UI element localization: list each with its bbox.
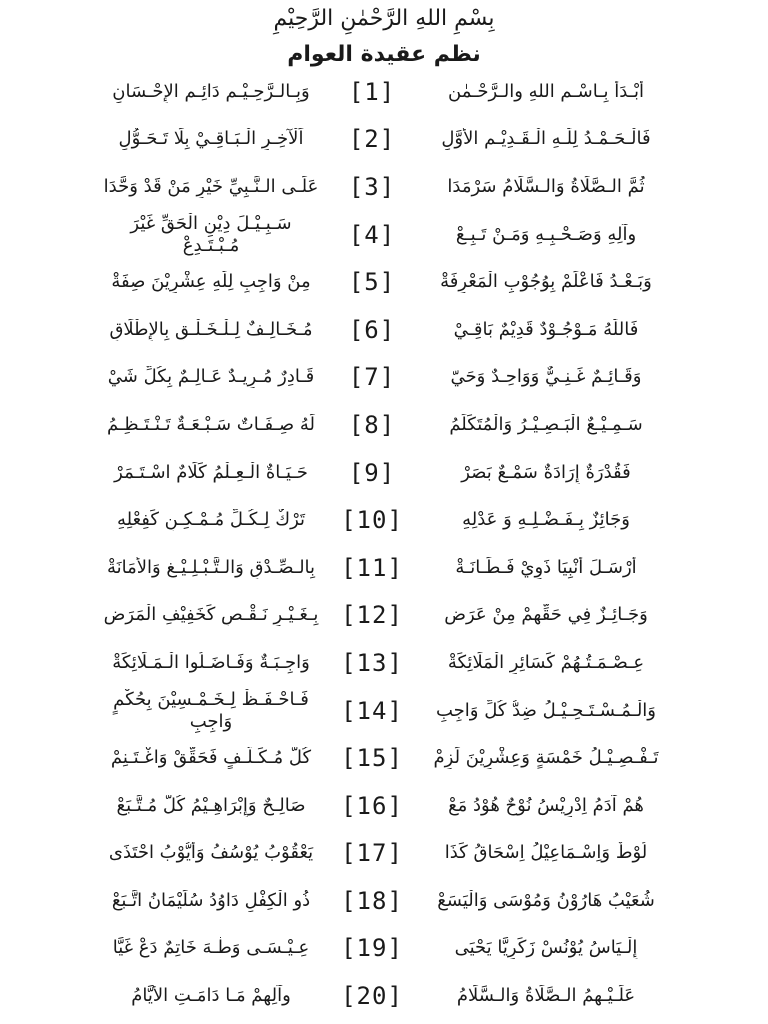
verse-number: [11] [341, 553, 403, 582]
verse-number: [3] [348, 172, 396, 201]
verse-row [100, 544, 670, 592]
verse-row [100, 211, 670, 259]
verse-number: [7] [348, 363, 396, 392]
verse-number: [4] [348, 220, 396, 249]
verse-number: [16] [341, 791, 403, 820]
verse-number: [20] [341, 982, 403, 1011]
verse-second-half: عِـيْـسَـى وَطٰـهَ خَاتِمٌ دَعْ غَيَّا [112, 937, 310, 959]
verse-number: [18] [341, 886, 403, 915]
verse-first-half: وَبَـعْـدُ فَاعْلَمْ بِوُجُوْبِ الْمَعْرِفَةْ [440, 271, 652, 293]
verse-second-half: صَالِـحٌ وَإِبْرَاهِـيْمُ كُلٌّ مُـتَّـبَعْ [116, 794, 306, 816]
verse-second-half: بِـغَـيْـرِ نَـقْـصٍ كَخَفِيْفِ الْمَرَضِ [103, 604, 319, 626]
verse-first-half: شُعَيْبُ هَارُوْنُ وَمُوْسَى وَالْيَسَعْ [437, 889, 655, 911]
verse-row [100, 116, 670, 164]
verse-second-half: فَـاحْـفَـظْ لِـخَـمْـسِيْنَ بِحُكْمٍ وَاجِبِ [113, 688, 309, 732]
verse-row [100, 354, 670, 402]
verse-first-half: لُوْطٌ وَاِسْـمَاعِيْلُ اِسْحَاقُ كَذَا [444, 842, 648, 864]
verse-number: [14] [341, 696, 403, 725]
verse-number: [5] [348, 268, 396, 297]
verse-first-half: ثُمَّ الـصَّلَاةُ وَالـسَّلَامُ سَرْمَدَا [447, 175, 645, 197]
verse-row [100, 449, 670, 497]
verse-row [100, 496, 670, 544]
verse-first-half: تَـفْـصِـيْـلُ خَمْسَةٍ وَعِشْرِيْنَ لَزِمْ [433, 747, 659, 769]
verse-second-half: مُـخَـالِـفٌ لِـلْـخَـلْـقِ بِالإِطْلَاقِ [109, 318, 313, 340]
verse-row [100, 972, 670, 1020]
verse-first-half: فَقُدْرَةٌ إِرَادَةٌ سَمْـعٌ بَصَرْ [461, 461, 631, 483]
verse-first-half: فَالْـحَـمْـدُ لِلّٰـهِ الْـقَـدِيْـمِ الأَوَّلِ [441, 128, 651, 150]
verse-row [100, 401, 670, 449]
verse-row [100, 163, 670, 211]
verse-second-half: قَـادِرٌ مُـرِيـدٌ عَـالِـمٌ بِكُلِّ شَيْ [107, 366, 315, 388]
verse-first-half: وَجَائِزٌ بِـفَـضْـلِـهِ وَ عَدْلِهِ [462, 509, 630, 531]
verse-row [100, 306, 670, 354]
verse-number: [19] [341, 934, 403, 963]
verse-second-half: حَـيَـاةٌ الْـعِـلْمُ كَلَامٌ اسْـتَـمَرْ [114, 461, 308, 483]
verse-row [100, 877, 670, 925]
verse-first-half: وَالْـمُـسْـتَـحِـيْـلُ ضِدُّ كُلِّ وَاجِبِ [436, 699, 656, 721]
verse-second-half: تَرْكٌ لِـكُـلِّ مُـمْـكِـنٍ كَفِعْلِهِ [116, 509, 306, 531]
verse-row [100, 258, 670, 306]
verse-first-half: وآلِهِ وَصَـحْـبِـهِ وَمَـنْ تَـبِـعْ [455, 223, 637, 245]
verse-row [100, 687, 670, 735]
verse-second-half: سَـبِـيْـلَ دِيْنِ الْحَقِّ غَيْرَ مُـبْـتَـدِعْ [130, 212, 292, 256]
verse-second-half: مِنْ وَاجِبٍ لِلّٰهِ عِشْرِيْنَ صِفَةْ [111, 271, 311, 293]
verse-number: [6] [348, 315, 396, 344]
verse-second-half: وآلِهِمْ مَـا دَامَـتِ الأَيَّامُ [131, 985, 291, 1007]
verse-second-half: ذُو الْكِفْلِ دَاوُدُ سُلَيْمَانُ اتَّـبَعْ [111, 889, 311, 911]
verse-number: [17] [341, 839, 403, 868]
verse-second-half: عَلَـى الـنَّـبِيِّ خَيْرِ مَنْ قَدْ وَحَّدَا [103, 175, 319, 197]
verse-row [100, 830, 670, 878]
verse-first-half: عِـصْـمَـتُـهُمْ كَسَائِرِ الْمَلَائِكَةْ [447, 651, 645, 673]
verse-row [100, 782, 670, 830]
verse-first-half: وَجَـائِـزٌ فِي حَقِّهِمْ مِنْ عَرَضِ [444, 604, 648, 626]
verse-row [100, 734, 670, 782]
verse-row [100, 639, 670, 687]
verse-number: [2] [348, 125, 396, 154]
verse-number: [1] [348, 77, 396, 106]
verse-row [100, 68, 670, 116]
verse-first-half: سَـمِـيْـعٌ الْبَـصِـيْـرُ وَالْمُتَكَلِّمُ [449, 413, 643, 435]
verse-number: [13] [341, 648, 403, 677]
poem-title: نظم عقيدة العوام [287, 42, 481, 67]
verse-second-half: كُلَّ مُـكَـلَّـفٍ فَحَقِّقْ وَاغْـتَـنِمْ [110, 747, 312, 769]
verse-row [100, 592, 670, 640]
verse-number: [15] [341, 744, 403, 773]
verse-second-half: لَهُ صِـفَـاتٌ سَـبْـعَـةٌ تَـنْـتَـظِـمُ [106, 413, 316, 435]
verse-first-half: فَاللّٰهُ مَـوْجُـوْدٌ قَدِيْمٌ بَاقِـيْ [453, 318, 639, 340]
verse-number: [9] [348, 458, 396, 487]
verse-first-half: عَلَـيْـهِمُ الـصَّلَاةُ وَالـسَّلَامُ [456, 985, 636, 1007]
verse-number: [12] [341, 601, 403, 630]
verse-second-half: يَعْقُوْبُ يُوْسُفُ وَأَيُّوْبُ احْتَذَى [108, 842, 314, 864]
verse-list [100, 68, 670, 1020]
verse-first-half: أَرْسَـلَ أَنْبِيَا ذَوِيْ فَـطَـانَـةْ [455, 556, 637, 578]
verse-first-half: هُمْ آدَمُ اِدْرِيْسُ نُوْحٌ هُوْدُ مَعْ [448, 794, 644, 816]
verse-second-half: وَاجِـبَـةٌ وَفَـاضَـلُوا الْـمَـلَائِكَةْ [112, 651, 310, 673]
verse-number: [10] [341, 506, 403, 535]
verse-second-half: اَلْآخِـرِ الْـبَـاقِـيْ بِلَا تَـحَـوُّلِ [118, 128, 304, 150]
verse-first-half: أَبْـدَأُ بِـاسْـمِ اللهِ والـرَّحْـمٰنِ [448, 80, 644, 102]
verse-second-half: بِالـصِّـدْقِ وَالـتَّـبْـلِـيْـغِ وَالأَمَانَةْ [106, 556, 316, 578]
verse-number: [8] [348, 410, 396, 439]
verse-row [100, 925, 670, 973]
verse-second-half: وَبِـالـرَّحِـيْـمِ دَائِـمِ الإِحْـسَانِ [112, 80, 310, 102]
verse-first-half: وَقَـائِـمٌ غَـنِـيٌّ وَوَاحِـدٌ وَحَيّ [450, 366, 642, 388]
verse-first-half: إِلْـيَاسُ يُوْنُسْ زَكَرِيَّا يَحْيَى [454, 937, 638, 959]
basmala-heading: بِسْمِ اللهِ الرَّحْمٰنِ الرَّحِيْمِ [273, 6, 495, 31]
